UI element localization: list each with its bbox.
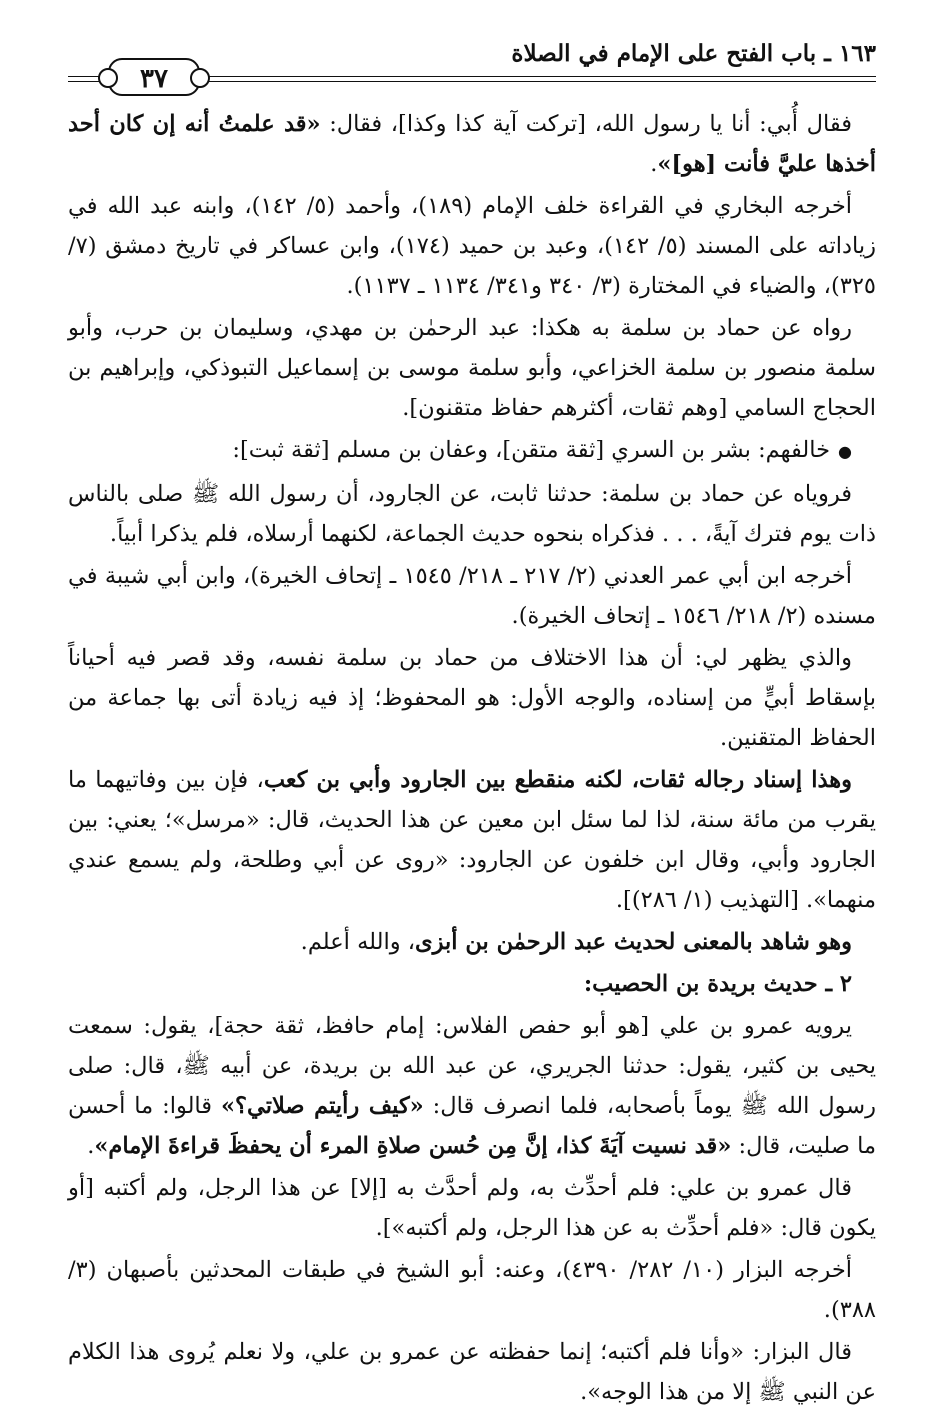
emphasized-text: «قد علمتُ أنه إن كان أحد أخذها عليَّ فأنت [هو]»: [68, 111, 876, 177]
paragraph: [68, 638, 876, 758]
text-run: أخرجه البزار (١٠/ ٢٨٢/ ٤٣٩٠)، وعنه: أبو الشيخ في طبقات المحدثين بأصبهان (٣/ ٣٨٨).: [68, 1257, 876, 1323]
text-run: ، فإن بين وفاتيهما ما يقرب من مائة سنة، لذا لما سئل ابن معين عن هذا الحديث، قال: «مرسل»؛ يعني: بين الجارود وأبي، وقال ابن خلفون عن الجارود: «روى عن أبي وطلحة، ولم يسمع عندي منهما». [التهذيب (١/ ٢٨٦)].: [68, 767, 876, 913]
paragraph: [68, 556, 876, 636]
page: [68, 40, 876, 1414]
emphasized-text: «قد نسيت آيَةَ كذا، إنَّ مِن حُسن صلاةِ المرء أن يحفظَ قراءةَ الإمام»: [94, 1133, 732, 1159]
emphasized-text: وهو شاهد بالمعنى لحديث عبد الرحمٰن بن أبزى: [414, 929, 852, 955]
paragraph: [68, 922, 876, 962]
page-number: ٣٧: [108, 58, 200, 96]
paragraph: [68, 308, 876, 428]
paragraph: [68, 186, 876, 306]
text-run: يرويه عمرو بن علي [هو أبو حفص الفلاس: إمام حافظ، ثقة حجة]، يقول: سمعت يحيى بن كثير، يقول: حدثنا الجريري، عن عبد الله بن بريدة، عن أبيه ﷺ، قال: صلى رسول الله ﷺ يوماً بأصحابه، فلما انصرف قال:: [68, 1013, 876, 1119]
text-run: رواه عن حماد بن سلمة به هكذا: عبد الرحمٰن بن مهدي، وسليمان بن حرب، وأبو سلمة منصور بن سلمة الخزاعي، وأبو سلمة موسى بن إسماعيل التبوذكي، وإبراهيم بن الحجاج السامي [وهم ثقات، أكثرهم حفاظ متقنون].: [68, 315, 876, 421]
paragraph: [68, 1250, 876, 1330]
emphasized-text: ٢ ـ حديث بريدة بن الحصيب:: [583, 971, 852, 997]
text-run: قال عمرو بن علي: فلم أحدِّث به، ولم أحدَّث به [إلا] عن هذا الرجل، ولم أكتبه [أو يكون قال: «فلم أحدِّث به عن هذا الرجل، ولم أكتبه»].: [68, 1175, 876, 1241]
text-run: قالوا: ما أحسن ما صليت، قال:: [68, 1093, 876, 1159]
body-text: [68, 104, 876, 1412]
paragraph: [68, 760, 876, 920]
paragraph: [68, 1006, 876, 1166]
text-run: قال البزار: «وأنا فلم أكتبه؛ إنما حفظته عن عمرو بن علي، ولا نعلم يُروى هذا الكلام عن النبي ﷺ إلا من هذا الوجه».: [68, 1339, 876, 1405]
chapter-title: ١٦٣ ـ باب الفتح على الإمام في الصلاة: [511, 40, 876, 67]
text-run: والذي يظهر لي: أن هذا الاختلاف من حماد بن سلمة نفسه، وقد قصر فيه أحياناً بإسقاط أبيٍّ من إسناده، والوجه الأول: هو المحفوظ؛ إذ فيه زيادة أتى بها جماعة من الحفاظ المتقنين.: [68, 645, 876, 751]
text-run: أخرجه البخاري في القراءة خلف الإمام (١٨٩)، وأحمد (٥/ ١٤٢)، وابنه عبد الله في زياداته على المسند (٥/ ١٤٢)، وعبد بن حميد (١٧٤)، وابن عساكر في تاريخ دمشق (٧/ ٣٢٥)، والضياء في المختارة (٣/ ٣٤٠ و٣٤١/ ١١٣٤ ـ ١١٣٧).: [68, 193, 876, 299]
text-run: فقال أُبي: أنا يا رسول الله، [تركت آية كذا وكذا]، فقال:: [320, 111, 852, 137]
paragraph: [68, 430, 876, 472]
paragraph: [68, 1332, 876, 1412]
emphasized-text: «كيف رأيتم صلاتي؟»: [220, 1093, 424, 1119]
page-header: [68, 40, 876, 96]
paragraph: [68, 964, 876, 1004]
bullet-icon: ●: [838, 442, 852, 461]
text-run: فروياه عن حماد بن سلمة: حدثنا ثابت، عن الجارود، أن رسول الله ﷺ صلى بالناس ذات يوم فترك آيةً، . . . فذكراه بنحوه حديث الجماعة، لكنهما أرسلاه، فلم يذكرا أبياً.: [68, 481, 876, 547]
text-run: أخرجه ابن أبي عمر العدني (٢/ ٢١٧ ـ ٢١٨/ ١٥٤٥ ـ إتحاف الخيرة)، وابن أبي شيبة في مسنده (٢/ ٢١٨/ ١٥٤٦ ـ إتحاف الخيرة).: [68, 563, 876, 629]
emphasized-text: وهذا إسناد رجاله ثقات، لكنه منقطع بين الجارود وأبي بن كعب: [263, 767, 852, 793]
text-run: ، والله أعلم.: [300, 929, 415, 955]
paragraph: [68, 474, 876, 554]
text-run: خالفهم: بشر بن السري [ثقة متقن]، وعفان بن مسلم [ثقة ثبت]:: [232, 437, 831, 463]
paragraph: [68, 104, 876, 184]
paragraph: [68, 1168, 876, 1248]
text-run: .: [650, 151, 658, 177]
text-run: .: [87, 1133, 95, 1159]
